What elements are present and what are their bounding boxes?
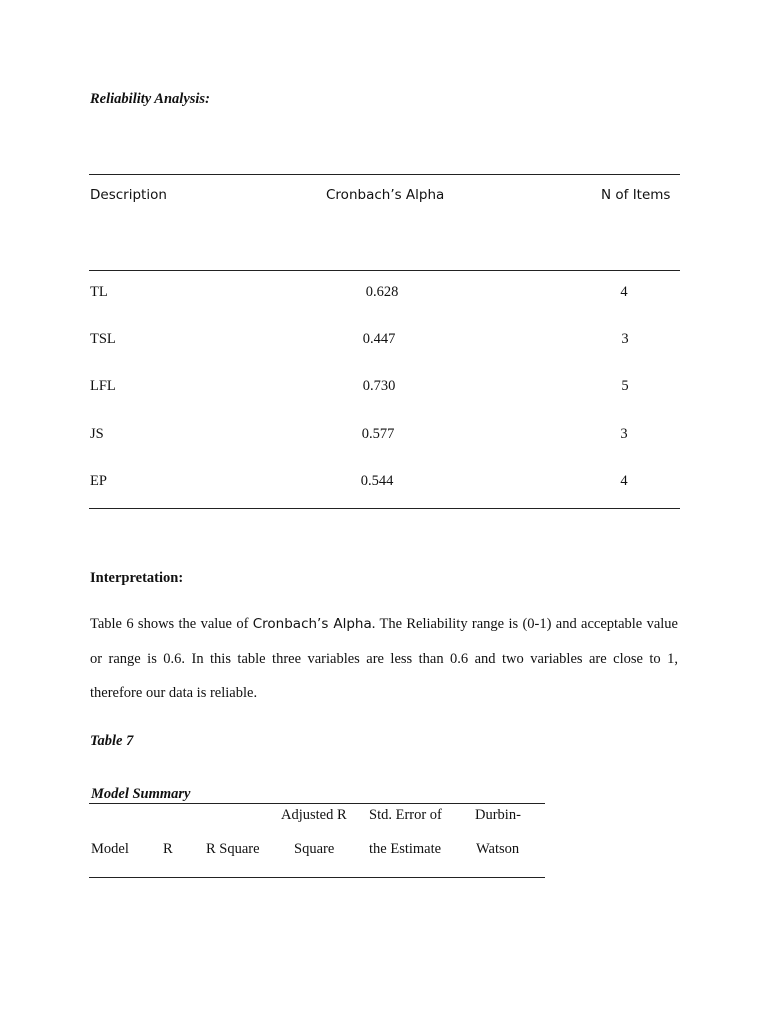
header-n-of-items: N of Items: [601, 187, 671, 203]
row-description: TL: [90, 284, 108, 300]
row-description: JS: [90, 426, 104, 442]
row-items: 3: [620, 426, 628, 442]
header-cronbach-alpha: Cronbach’s Alpha: [326, 187, 445, 203]
header-durbin-line1: Durbin-: [475, 807, 521, 823]
row-alpha: 0.628: [365, 284, 399, 300]
row-alpha: 0.447: [362, 331, 396, 347]
row-description: TSL: [90, 331, 116, 347]
table-header-rule: [89, 270, 680, 271]
interpretation-text-before: Table 6 shows the value of: [90, 616, 253, 632]
table7-label: Table 7: [90, 733, 134, 749]
row-description: LFL: [90, 378, 116, 394]
row-items: 5: [621, 378, 629, 394]
table-bottom-rule: [89, 508, 680, 509]
row-alpha: 0.577: [361, 426, 395, 442]
interpretation-heading: Interpretation:: [90, 570, 184, 586]
row-items: 4: [620, 284, 628, 300]
header-model: Model: [91, 841, 129, 857]
header-r: R: [163, 841, 173, 857]
row-alpha: 0.544: [360, 473, 394, 489]
header-r-square: R Square: [206, 841, 260, 857]
header-adjusted-r-line1: Adjusted R: [281, 807, 347, 823]
model-summary-header-rule: [89, 877, 545, 878]
header-description: Description: [90, 187, 167, 203]
header-adjusted-r-line2: Square: [294, 841, 335, 857]
header-watson-line2: Watson: [476, 841, 520, 857]
row-alpha: 0.730: [362, 378, 396, 394]
row-items: 3: [621, 331, 629, 347]
model-summary-top-rule: [89, 803, 545, 804]
model-summary-caption: Model Summary: [91, 786, 191, 802]
interpretation-text-after: . The Reliability range is (0-1) and acceptable value or range is 0.6. In this table three variables are less than 0.6 and two variables are close to 1, therefore our data is reliable.: [90, 616, 678, 701]
interpretation-text-sans: Cronbach’s Alpha: [252, 616, 372, 632]
row-items: 4: [620, 473, 628, 489]
header-std-error-line2: the Estimate: [369, 841, 442, 857]
header-std-error-line1: Std. Error of: [369, 807, 442, 823]
table-top-rule: [89, 174, 680, 175]
interpretation-paragraph: [90, 607, 678, 711]
reliability-title: Reliability Analysis:: [90, 91, 210, 107]
row-description: EP: [90, 473, 107, 489]
